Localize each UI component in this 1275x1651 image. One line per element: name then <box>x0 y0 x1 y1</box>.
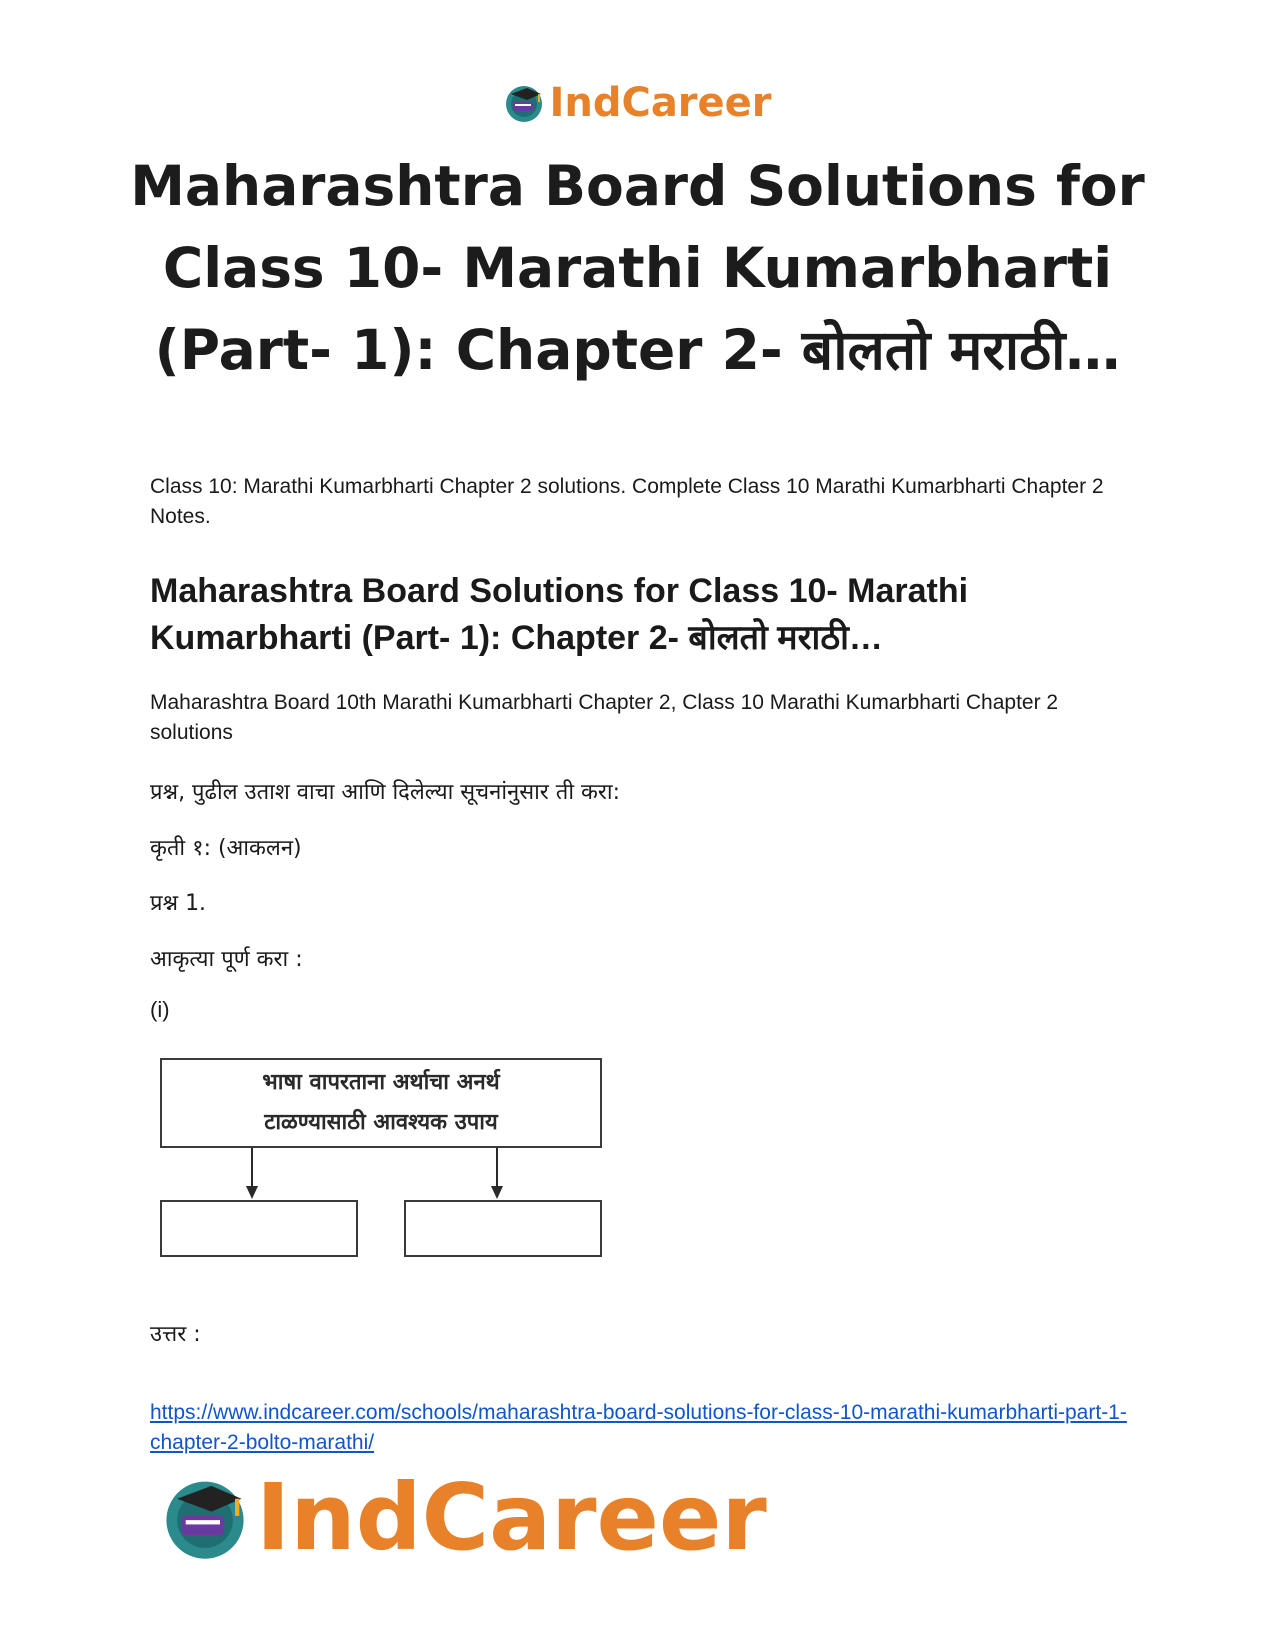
arrowhead-left <box>246 1186 258 1199</box>
arrowhead-right <box>491 1186 503 1199</box>
diagram-line-1: भाषा वापरताना अर्थाचा अनर्थ <box>262 1070 500 1095</box>
question-instructions: प्रश्न, पुढील उताश वाचा आणि दिलेल्या सूचनांनुसार ती करा: <box>150 780 621 805</box>
part-label: (i) <box>150 997 170 1022</box>
concept-diagram <box>160 1058 605 1258</box>
intro-paragraph: Class 10: Marathi Kumarbharti Chapter 2 solutions. Complete Class 10 Marathi Kumarbharti Chapter 2 Notes. <box>150 475 1104 528</box>
logo-text: IndCareer <box>549 80 772 126</box>
header-logo <box>0 78 1275 128</box>
footer-logo-text: IndCareer <box>256 1464 767 1571</box>
answer-box-left <box>160 1200 358 1257</box>
task-instruction: आकृत्या पूर्ण करा : <box>150 947 303 972</box>
question-number: प्रश्न 1. <box>150 891 207 916</box>
graduation-globe-icon <box>160 1473 250 1563</box>
answer-box-right <box>404 1200 602 1257</box>
graduation-globe-icon <box>503 82 545 124</box>
activity-label: कृती १: (आकलन) <box>150 836 302 861</box>
diagram-main-box <box>160 1058 602 1148</box>
sub-paragraph: Maharashtra Board 10th Marathi Kumarbharti Chapter 2, Class 10 Marathi Kumarbharti Chapter 2 solutions <box>150 691 1059 744</box>
source-link[interactable]: https://www.indcareer.com/schools/maharashtra-board-solutions-for-class-10-marathi-kumarbharti-part-1-chapter-2-bolto-marathi/ <box>150 1401 1127 1454</box>
footer-logo <box>160 1464 767 1571</box>
diagram-line-2: टाळण्यासाठी आवश्यक उपाय <box>264 1110 498 1135</box>
section-heading: Maharashtra Board Solutions for Class 10- Marathi Kumarbharti (Part- 1): Chapter 2- बोलतो मराठी… <box>150 572 969 657</box>
answer-label: उत्तर : <box>150 1322 201 1347</box>
page-title: Maharashtra Board Solutions for Class 10- Marathi Kumarbharti (Part- 1): Chapter 2- बोलतो मराठी… <box>130 154 1145 382</box>
